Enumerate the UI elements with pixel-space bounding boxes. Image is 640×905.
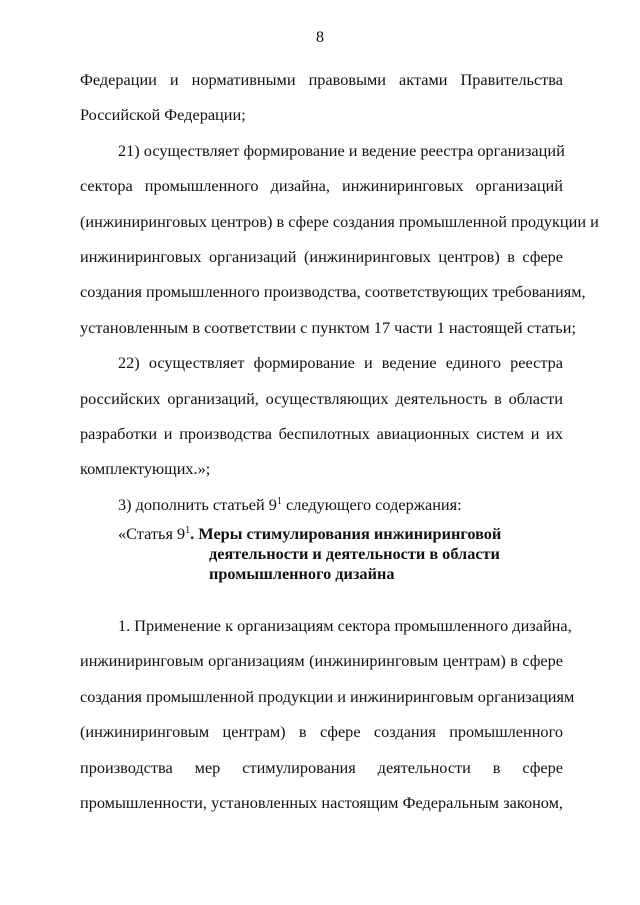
text-line: промышленности, установленных настоящим Федеральным законом,: [80, 793, 563, 813]
article-title-1: . Меры стимулирования инжиниринговой: [190, 524, 502, 544]
text-line: разработки и производства беспилотных авиационных систем и их: [80, 423, 563, 443]
text-line: 1. Применение к организациям сектора промышленного дизайна,: [118, 616, 572, 636]
document-body: [80, 62, 599, 820]
text-line: Федерации и нормативными правовыми актами Правительства: [80, 70, 563, 89]
article-prefix: «Статья 9: [118, 524, 186, 544]
article-title-3: промышленного дизайна: [209, 564, 395, 584]
text-line: (инжиниринговым центрам) в сфере создания промышленного: [80, 722, 563, 742]
text-line: (инжиниринговых центров) в сфере создания промышленной продукции и: [80, 211, 599, 231]
superscript: 1: [276, 495, 282, 507]
text-line: инжиниринговым организациям (инжиниринговым центрам) в сфере: [80, 651, 563, 671]
article-title-line: [118, 524, 563, 544]
text-line: 22) осуществляет формирование и ведение единого реестра: [118, 353, 563, 373]
text-line: производства мер стимулирования деятельности в сфере: [80, 757, 563, 777]
spacer: [80, 584, 563, 608]
article-title-2: деятельности и деятельности в области: [209, 544, 500, 564]
article-heading: [80, 524, 563, 584]
text-line: инжиниринговых организаций (инжиниринговых центров) в сфере: [80, 246, 563, 266]
text-line: создания промышленной продукции и инжиниринговым организациям: [80, 686, 575, 706]
text-line: 21) осуществляет формирование и ведение реестра организаций: [118, 140, 565, 160]
page-number: 8: [316, 29, 324, 46]
amendment-text-cont: следующего содержания:: [281, 494, 462, 514]
text-line-amendment: [80, 487, 563, 522]
text-line: установленным в соответствии с пунктом 17 части 1 настоящей статьи;: [80, 317, 576, 337]
text-line: комплектующих.»;: [80, 459, 211, 479]
text-line: Российской Федерации;: [80, 105, 246, 125]
article-superscript: 1: [185, 525, 191, 537]
text-line: создания промышленного производства, соответствующих требованиям,: [80, 282, 586, 302]
text-line: российских организаций, осуществляющих деятельность в области: [80, 388, 563, 408]
text-line: сектора промышленного дизайна, инжиниринговых организаций: [80, 176, 563, 196]
amendment-text: 3) дополнить статьей 9: [118, 494, 277, 514]
